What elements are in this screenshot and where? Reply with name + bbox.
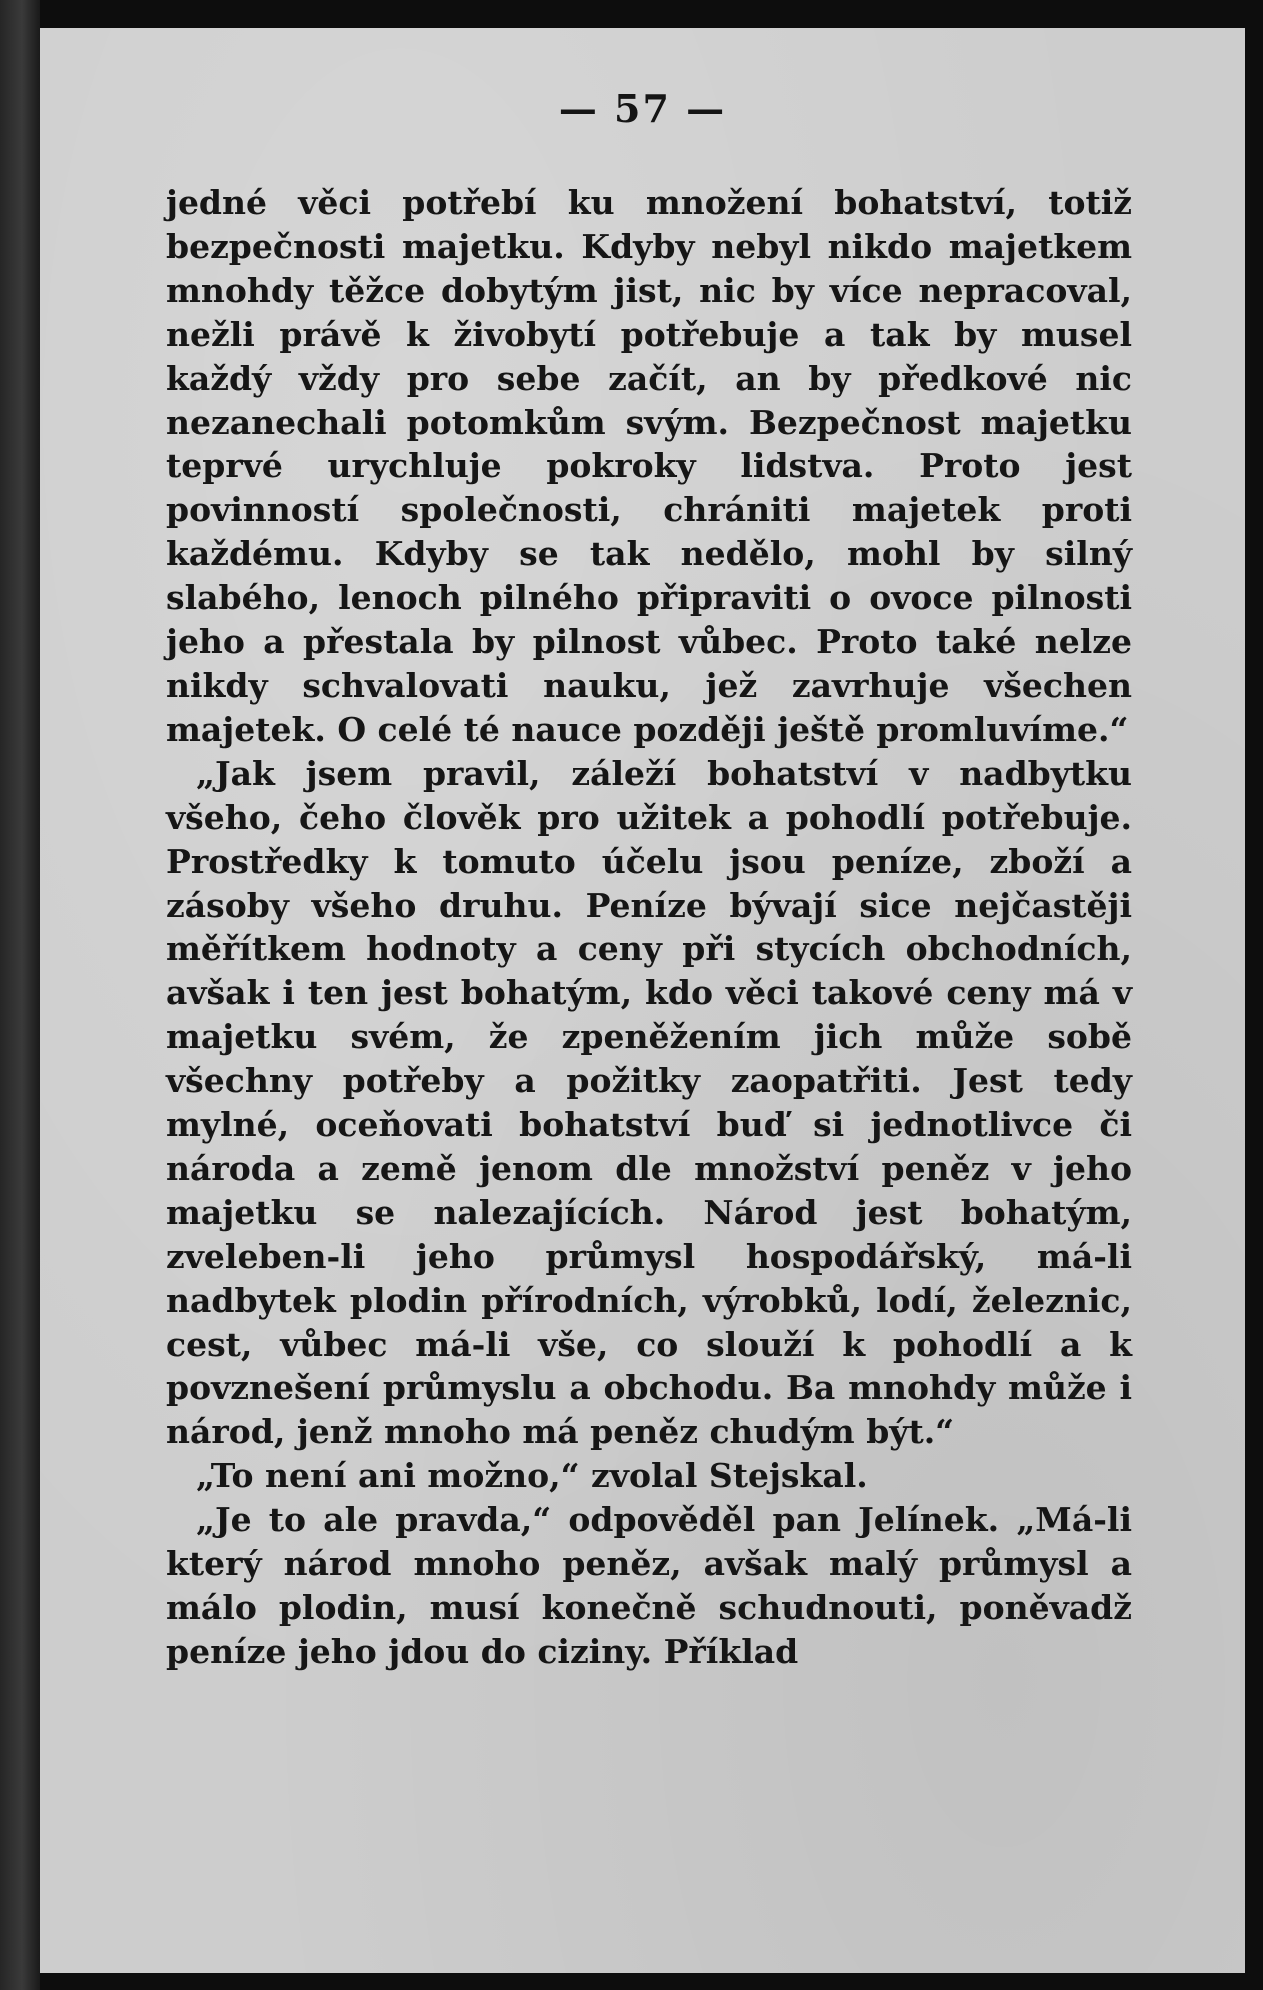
paragraph: jedné věci potřebí ku množení bohatství, totiž bezpečnosti majetku. Kdyby nebyl nikdo majetkem mnohdy těžce dobytým jist, nic by více nepracoval, nežli právě k živobytí potřebuje a tak by musel každý vždy pro sebe začít, an by předkové nic nezanechali potomkům svým. Bezpečnost majetku teprvé urychluje pokroky lidstva. Proto jest povinností společnosti, chrániti majetek proti každému. Kdyby se tak nedělo, mohl by silný slabého, lenoch pilného připraviti o ovoce pilnosti jeho a přestala by pilnost vůbec. Proto také nelze nikdy schvalovati nauku, jež zavrhuje všechen majetek. O celé té nauce později ještě promluvíme.“	[166, 183, 1132, 749]
page-number: — 57 —	[558, 86, 727, 131]
paragraph: „To není ani možno,“ zvolal Stejskal.	[196, 1456, 868, 1496]
paragraph: „Jak jsem pravil, záleží bohatství v nadbytku všeho, čeho člověk pro užitek a pohodlí potřebuje. Prostředky k tomuto účelu jsou peníze, zboží a zásoby všeho druhu. Peníze bývají sice nejčastěji měřítkem hodnoty a ceny při stycích obchodních, avšak i ten jest bohatým, kdo věci takové ceny má v majetku svém, že zpeněžením jich může sobě všechny potřeby a požitky zaopatřiti. Jest tedy mylné, oceňovati bohatství buď si jednotlivce či národa a země jenom dle množství peněz v jeho majetku se nalezajících. Národ jest bohatým, zveleben-li jeho průmysl hospodářský, má-li nadbytek plodin přírodních, výrobků, lodí, železnic, cest, vůbec má-li vše, co slouží k pohodlí a k povznešení průmyslu a obchodu. Ba mnohdy může i národ, jenž mnoho má peněz chudým být.“	[166, 753, 1132, 1452]
page-paper	[40, 28, 1245, 1973]
paragraph: „Je to ale pravda,“ odpověděl pan Jelínek. „Má-li který národ mnoho peněz, avšak malý průmysl a málo plodin, musí konečně schudnouti, poněvadž peníze jeho jdou do ciziny. Příklad	[166, 1500, 1132, 1671]
book-binding-edge	[0, 0, 40, 1990]
body-text	[166, 181, 1132, 1674]
